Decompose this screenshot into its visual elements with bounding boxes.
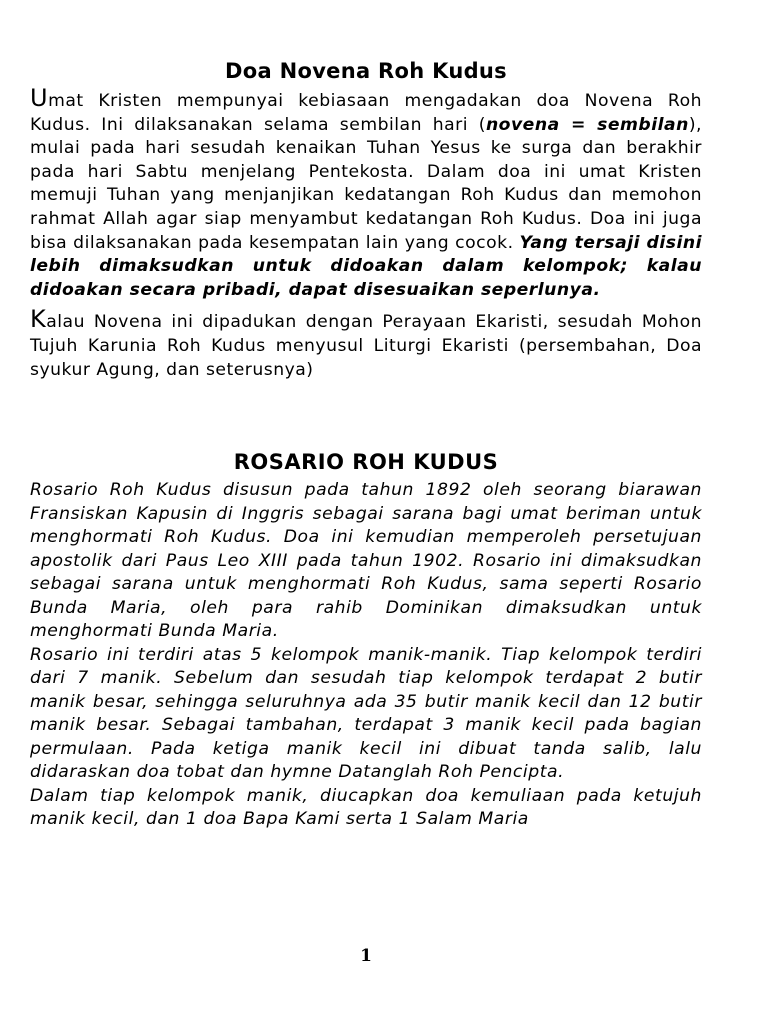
dropcap-k: K	[30, 305, 47, 334]
intro-p1-text-b: ), mulai pada hari sesudah kenaikan Tuhan Yesus ke surga dan berakhir pada hari Sabtu menjelang Pentekosta. Dalam doa ini umat Kristen memuji Tuhan yang menjanjikan kedatangan Roh Kudus dan memohon rahmat Allah agar siap menyambut kedatangan Roh Kudus. Doa ini juga bisa dilaksanakan pada kesempatan lain yang cocok.	[30, 114, 703, 253]
section-title-rosario: ROSARIO ROH KUDUS	[233, 450, 499, 475]
page-number: 1	[360, 946, 372, 966]
page-title: Doa Novena Roh Kudus	[225, 59, 507, 83]
rosario-paragraph-3: Dalam tiap kelompok manik, diucapkan doa kemuliaan pada ketujuh manik kecil, dan 1 doa Bapa Kami serta 1 Salam Maria	[30, 785, 702, 830]
document-page	[30, 56, 702, 832]
dropcap-u: U	[30, 84, 49, 112]
intro-p1-bold-note: Yang tersaji disini lebih dimaksudkan untuk didoakan dalam kelompok; kalau didoakan secara pribadi, dapat disesuaikan seperlunya.	[30, 232, 702, 300]
rosario-paragraph-1: Rosario Roh Kudus disusun pada tahun 1892 oleh seorang biarawan Fransiskan Kapusin di Inggris sebagai sarana bagi umat beriman untuk menghormati Roh Kudus. Doa ini kemudian memperoleh persetujuan apostolik dari Paus Leo XIII pada tahun 1902. Rosario ini dimaksudkan sebagai sarana untuk menghormati Roh Kudus, sama seperti Rosario Bunda Maria, oleh para rahib Dominikan dimaksudkan untuk menghormati Bunda Maria.	[30, 480, 702, 642]
intro-paragraph-1	[30, 84, 703, 302]
intro-p1-text-a: mat Kristen mempunyai kebiasaan mengadakan doa Novena Roh Kudus. Ini dilaksanakan selama sembilan hari (	[30, 91, 702, 135]
rosario-paragraph-2: Rosario ini terdiri atas 5 kelompok manik-manik. Tiap kelompok terdiri dari 7 manik. Sebelum dan sesudah tiap kelompok terdapat 2 butir manik besar, sehingga seluruhnya ada 35 butir manik kecil dan 12 butir manik besar. Sebagai tambahan, terdapat 3 manik kecil pada bagian permulaan. Pada ketiga manik kecil ini dibuat tanda salib, lalu didaraskan doa tobat dan hymne Datanglah Roh Pencipta.	[30, 644, 702, 783]
intro-paragraph-2	[30, 305, 702, 382]
intro-p2-text: alau Novena ini dipadukan dengan Perayaan Ekaristi, sesudah Mohon Tujuh Karunia Roh Kudus menyusul Liturgi Ekaristi (persembahan, Doa syukur Agung, dan seterusnya)	[30, 312, 702, 380]
intro-p1-bold-novena: novena = sembilan	[485, 114, 689, 135]
